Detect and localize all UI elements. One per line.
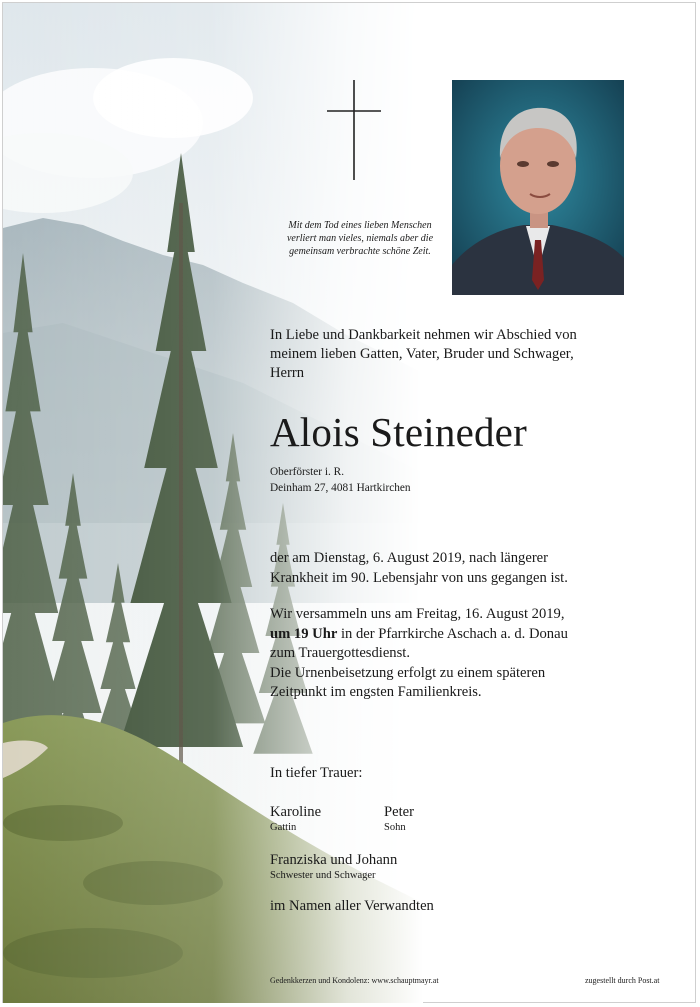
mourner-entry [270,803,321,834]
deceased-title: Oberförster i. R. [270,466,345,478]
mourning-heading: In tiefer Trauer: [270,765,363,781]
funeral-line [270,625,670,645]
intro-text [270,326,670,383]
mourner-entry [384,803,414,834]
intro-line: meinem lieben Gatten, Vater, Bruder und Schwager, [270,346,574,362]
mourner-role: Sohn [384,822,406,833]
cross-icon [327,80,383,182]
intro-line: In Liebe und Dankbarkeit nehmen wir Abschied von [270,327,577,343]
funeral-time: um 19 Uhr [270,625,338,642]
mourner-name: Karoline [270,804,322,820]
funeral-line: Zeitpunkt im engsten Familienkreis. [270,684,482,700]
quote-line: Mit dem Tod eines lieben Menschen [288,220,432,231]
relatives-closing: im Namen aller Verwandten [270,898,434,914]
footer-condolence: Gedenkkerzen und Kondolenz: www.schauptmayr.at [270,976,439,985]
mourner-entry [270,851,397,882]
quote-line: gemeinsam verbrachte schöne Zeit. [289,246,431,258]
passing-line: der am Dienstag, 6. August 2019, nach längerer [270,550,549,566]
funeral-line: zum Trauergottesdienst. [270,645,410,661]
mourner-name: Franziska und Johann [270,852,398,868]
mourner-name: Peter [384,804,414,820]
funeral-line: Wir versammeln uns am Freitag, 16. August 2019, [270,606,565,622]
footer-delivery: zugestellt durch Post.at [585,976,660,985]
mourner-role: Gattin [270,822,297,833]
deceased-name: Alois Steineder [270,409,527,455]
mourner-role: Schwester und Schwager [270,870,376,881]
deceased-details [270,464,411,496]
intro-line: Herrn [270,365,305,381]
funeral-location: in der Pfarrkirche Aschach a. d. Donau [337,625,568,642]
passing-line: Krankheit im 90. Lebensjahr von uns gegangen ist. [270,569,568,586]
deceased-address: Deinham 27, 4081 Hartkirchen [270,482,411,494]
funeral-line: Die Urnenbeisetzung erfolgt zu einem späteren [270,664,546,681]
quote-line: verliert man vieles, niemals aber die [286,233,434,245]
funeral-info [270,605,670,703]
passing-text [270,549,670,588]
memorial-quote [268,219,452,259]
portrait-photo [452,80,624,295]
